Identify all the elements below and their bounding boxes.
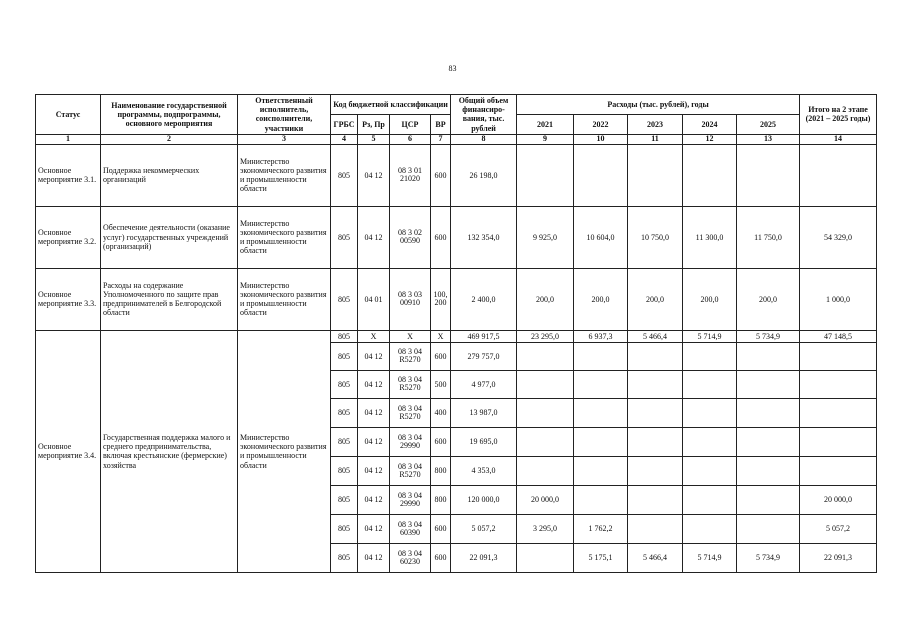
cell-stage-total: [800, 456, 877, 485]
cell-2025: [737, 342, 800, 370]
cell-csr: 08 3 04 29990: [390, 485, 431, 514]
cell-csr: 08 3 04 60390: [390, 514, 431, 543]
cell-rzpr: 04 12: [358, 485, 390, 514]
cell-stage-total: [800, 370, 877, 398]
header-vr: ВР: [431, 114, 451, 134]
header-status: Статус: [36, 95, 101, 135]
cell-2025: [737, 485, 800, 514]
column-number: 1: [36, 134, 101, 144]
cell-2021: 9 925,0: [517, 206, 574, 268]
column-number: 2: [101, 134, 238, 144]
cell-csr: 08 3 04 R5270: [390, 398, 431, 427]
cell-2021: [517, 427, 574, 456]
cell-grbs: 805: [331, 268, 358, 330]
cell-2024: 5 714,9: [683, 543, 737, 572]
page-number: 83: [448, 64, 457, 73]
cell-grbs: 805: [331, 330, 358, 342]
cell-2025: 200,0: [737, 268, 800, 330]
cell-2023: [628, 370, 683, 398]
column-number: 14: [800, 134, 877, 144]
header-budget-code: Код бюджетной классификации: [331, 95, 451, 115]
cell-vr: 800: [431, 485, 451, 514]
cell-csr: 08 3 04 R5270: [390, 370, 431, 398]
cell-vr: 600: [431, 342, 451, 370]
row-status: Основное мероприятие 3.4.: [36, 330, 101, 572]
cell-2025: [737, 514, 800, 543]
cell-2023: 5 466,4: [628, 330, 683, 342]
cell-2022: 6 937,3: [574, 330, 628, 342]
row-status: Основное мероприятие 3.3.: [36, 268, 101, 330]
cell-stage-total: 1 000,0: [800, 268, 877, 330]
cell-stage-total: [800, 342, 877, 370]
row-status: Основное мероприятие 3.2.: [36, 206, 101, 268]
cell-total: 4 977,0: [451, 370, 517, 398]
header-year-2025: 2025: [737, 114, 800, 134]
table-header: [36, 95, 877, 145]
column-number: 13: [737, 134, 800, 144]
cell-2022: [574, 342, 628, 370]
cell-rzpr: 04 12: [358, 370, 390, 398]
cell-csr: 08 3 02 00590: [390, 206, 431, 268]
cell-vr: 500: [431, 370, 451, 398]
row-executor: Министерство экономического развития и промышленности области: [238, 144, 331, 206]
cell-2023: [628, 398, 683, 427]
cell-2025: [737, 370, 800, 398]
table-row: [36, 144, 877, 206]
cell-2021: 23 295,0: [517, 330, 574, 342]
cell-vr: 600: [431, 427, 451, 456]
cell-2023: [628, 342, 683, 370]
cell-grbs: 805: [331, 398, 358, 427]
cell-stage-total: 54 329,0: [800, 206, 877, 268]
column-number: 11: [628, 134, 683, 144]
cell-grbs: 805: [331, 456, 358, 485]
cell-2021: 20 000,0: [517, 485, 574, 514]
cell-2021: [517, 144, 574, 206]
cell-total: 469 917,5: [451, 330, 517, 342]
cell-2024: 200,0: [683, 268, 737, 330]
cell-grbs: 805: [331, 427, 358, 456]
cell-total: 26 198,0: [451, 144, 517, 206]
cell-2021: [517, 342, 574, 370]
table-body: [36, 144, 877, 572]
cell-2022: [574, 370, 628, 398]
cell-vr: X: [431, 330, 451, 342]
cell-2024: [683, 398, 737, 427]
header-executor: Ответственный исполнитель, соисполнители, участники: [238, 95, 331, 135]
row-executor: Министерство экономического развития и промышленности области: [238, 206, 331, 268]
cell-2024: [683, 427, 737, 456]
header-year-2021: 2021: [517, 114, 574, 134]
cell-vr: 800: [431, 456, 451, 485]
cell-2021: [517, 543, 574, 572]
cell-rzpr: 04 12: [358, 342, 390, 370]
cell-stage-total: 5 057,2: [800, 514, 877, 543]
header-grbs: ГРБС: [331, 114, 358, 134]
column-number: 10: [574, 134, 628, 144]
cell-csr: 08 3 03 00910: [390, 268, 431, 330]
column-number: 8: [451, 134, 517, 144]
column-number: 6: [390, 134, 431, 144]
cell-vr: 600: [431, 206, 451, 268]
column-number-row: [36, 134, 877, 144]
row-name: Обеспечение деятельности (оказание услуг) государственных учреждений (организаций): [101, 206, 238, 268]
cell-2025: [737, 456, 800, 485]
cell-rzpr: X: [358, 330, 390, 342]
row-name: Расходы на содержание Уполномоченного по защите прав предпринимателей в Белгородской области: [101, 268, 238, 330]
column-number: 4: [331, 134, 358, 144]
column-number: 5: [358, 134, 390, 144]
column-number: 9: [517, 134, 574, 144]
column-number: 3: [238, 134, 331, 144]
cell-2021: 3 295,0: [517, 514, 574, 543]
cell-2025: 5 734,9: [737, 543, 800, 572]
cell-vr: 600: [431, 144, 451, 206]
cell-grbs: 805: [331, 543, 358, 572]
cell-grbs: 805: [331, 206, 358, 268]
budget-table: [35, 94, 877, 573]
cell-2025: 11 750,0: [737, 206, 800, 268]
cell-csr: 08 3 04 29990: [390, 427, 431, 456]
cell-2022: [574, 456, 628, 485]
row-status: Основное мероприятие 3.1.: [36, 144, 101, 206]
cell-2021: 200,0: [517, 268, 574, 330]
cell-total: 5 057,2: [451, 514, 517, 543]
cell-total: 132 354,0: [451, 206, 517, 268]
header-year-2022: 2022: [574, 114, 628, 134]
cell-csr: 08 3 01 21020: [390, 144, 431, 206]
cell-2024: 11 300,0: [683, 206, 737, 268]
cell-csr: 08 3 04 R5270: [390, 456, 431, 485]
cell-2022: 5 175,1: [574, 543, 628, 572]
cell-rzpr: 04 12: [358, 398, 390, 427]
cell-stage-total: 20 000,0: [800, 485, 877, 514]
cell-2021: [517, 398, 574, 427]
cell-2023: 5 466,4: [628, 543, 683, 572]
header-rzpr: Рз, Пр: [358, 114, 390, 134]
cell-total: 4 353,0: [451, 456, 517, 485]
cell-2022: [574, 427, 628, 456]
cell-2023: [628, 427, 683, 456]
cell-2023: [628, 514, 683, 543]
cell-2024: [683, 144, 737, 206]
table-row: [36, 206, 877, 268]
cell-vr: 100, 200: [431, 268, 451, 330]
cell-total: 13 987,0: [451, 398, 517, 427]
cell-grbs: 805: [331, 370, 358, 398]
cell-2021: [517, 456, 574, 485]
cell-grbs: 805: [331, 144, 358, 206]
cell-2024: [683, 456, 737, 485]
cell-total: 2 400,0: [451, 268, 517, 330]
table-row: [36, 330, 877, 342]
cell-2025: [737, 398, 800, 427]
cell-total: 279 757,0: [451, 342, 517, 370]
row-executor: Министерство экономического развития и промышленности области: [238, 268, 331, 330]
cell-rzpr: 04 12: [358, 456, 390, 485]
cell-grbs: 805: [331, 485, 358, 514]
row-name: Поддержка некоммерческих организаций: [101, 144, 238, 206]
cell-total: 22 091,3: [451, 543, 517, 572]
cell-rzpr: 04 12: [358, 543, 390, 572]
cell-2023: [628, 144, 683, 206]
cell-total: 19 695,0: [451, 427, 517, 456]
cell-2024: [683, 485, 737, 514]
table-row: [36, 268, 877, 330]
cell-2025: [737, 144, 800, 206]
header-name: Наименование государственной программы, подпрограммы, основного мероприятия: [101, 95, 238, 135]
cell-vr: 600: [431, 543, 451, 572]
cell-2022: [574, 144, 628, 206]
cell-rzpr: 04 01: [358, 268, 390, 330]
cell-total: 120 000,0: [451, 485, 517, 514]
cell-2022: 200,0: [574, 268, 628, 330]
row-name: Государственная поддержка малого и среднего предпринимательства, включая крестьянские (фермерские) хозяйства: [101, 330, 238, 572]
cell-2024: [683, 370, 737, 398]
cell-grbs: 805: [331, 514, 358, 543]
column-number: 7: [431, 134, 451, 144]
cell-stage-total: [800, 427, 877, 456]
header-csr: ЦСР: [390, 114, 431, 134]
cell-rzpr: 04 12: [358, 514, 390, 543]
cell-2022: 10 604,0: [574, 206, 628, 268]
cell-rzpr: 04 12: [358, 427, 390, 456]
header-total-funding: Общий объем финансиро-вания, тыс. рублей: [451, 95, 517, 135]
cell-stage-total: 22 091,3: [800, 543, 877, 572]
cell-2022: 1 762,2: [574, 514, 628, 543]
cell-2023: [628, 485, 683, 514]
column-number: 12: [683, 134, 737, 144]
cell-stage-total: 47 148,5: [800, 330, 877, 342]
cell-vr: 600: [431, 514, 451, 543]
cell-2024: 5 714,9: [683, 330, 737, 342]
header-expenses: Расходы (тыс. рублей), годы: [517, 95, 800, 115]
cell-2022: [574, 398, 628, 427]
cell-stage-total: [800, 398, 877, 427]
cell-2023: 200,0: [628, 268, 683, 330]
cell-csr: 08 3 04 R5270: [390, 342, 431, 370]
cell-2023: 10 750,0: [628, 206, 683, 268]
cell-rzpr: 04 12: [358, 144, 390, 206]
header-stage-total: Итого на 2 этапе (2021 – 2025 годы): [800, 95, 877, 135]
cell-csr: X: [390, 330, 431, 342]
cell-2023: [628, 456, 683, 485]
header-year-2023: 2023: [628, 114, 683, 134]
cell-2025: [737, 427, 800, 456]
header-year-2024: 2024: [683, 114, 737, 134]
cell-2025: 5 734,9: [737, 330, 800, 342]
cell-2022: [574, 485, 628, 514]
cell-2021: [517, 370, 574, 398]
cell-vr: 400: [431, 398, 451, 427]
cell-2024: [683, 342, 737, 370]
cell-2024: [683, 514, 737, 543]
row-executor: Министерство экономического развития и промышленности области: [238, 330, 331, 572]
cell-rzpr: 04 12: [358, 206, 390, 268]
cell-csr: 08 3 04 60230: [390, 543, 431, 572]
cell-stage-total: [800, 144, 877, 206]
cell-grbs: 805: [331, 342, 358, 370]
